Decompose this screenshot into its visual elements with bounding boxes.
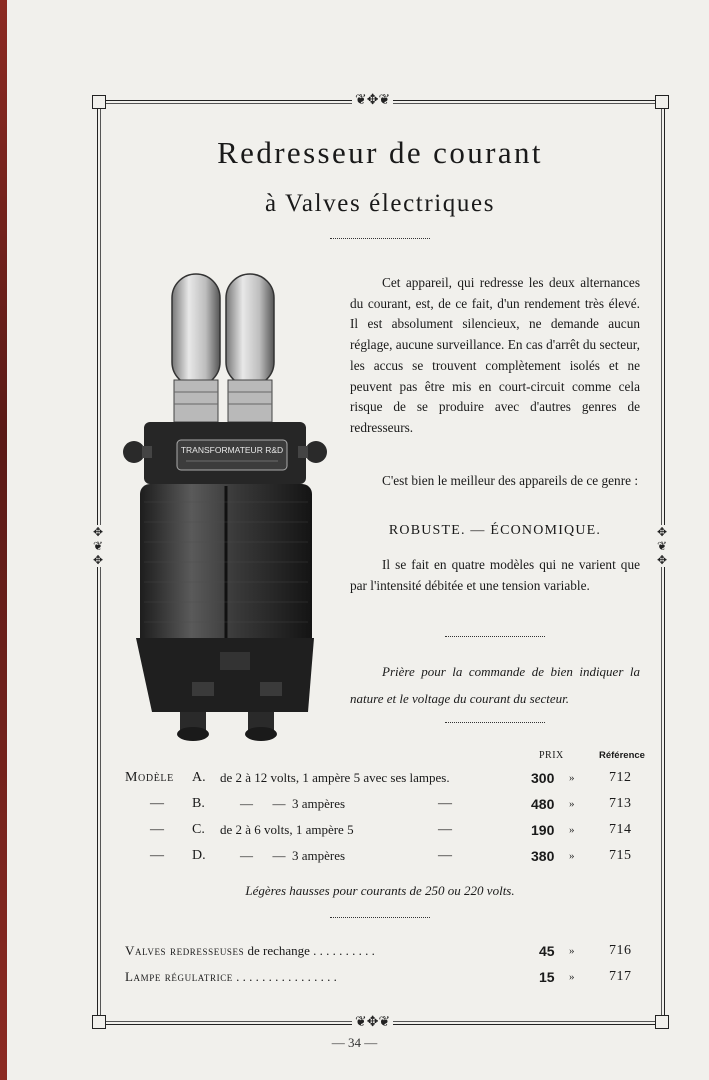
model-description: de 2 à 6 volts, 1 ampère 5 <box>220 822 354 837</box>
model-description: — — 3 ampères <box>240 796 346 811</box>
model-reference: 713 <box>609 796 632 811</box>
price-cents-mark: » <box>569 850 575 862</box>
page-subtitle: à Valves électriques <box>264 190 496 217</box>
section-divider-3 <box>330 917 430 918</box>
accessory-reference: 717 <box>609 969 632 984</box>
header-price: PRIX <box>539 750 564 761</box>
model-letter: D. <box>192 848 206 863</box>
valve-tube-right <box>226 274 274 422</box>
model-price: 480 <box>531 796 555 812</box>
bottom-flourish-ornament: ❦✥❦ <box>352 1015 393 1029</box>
price-table <box>125 748 645 878</box>
corner-ornament-top-left <box>92 95 106 109</box>
header-reference: Référence <box>599 750 645 761</box>
model-letter: A. <box>192 770 206 785</box>
price-cents-mark: » <box>569 971 575 983</box>
row-prefix: — <box>150 848 164 863</box>
table-row <box>125 848 665 868</box>
corner-ornament-top-right <box>655 95 669 109</box>
model-letter: C. <box>192 822 205 837</box>
model-price: 300 <box>531 770 555 786</box>
accessory-price: 15 <box>539 969 555 985</box>
accessory-detail: de rechange . . . . . . . . . . <box>244 943 375 958</box>
accessory-name: Valves redresseuses <box>125 943 245 958</box>
row-dash: — <box>438 822 452 837</box>
page-title: Redresseur de courant <box>217 135 543 170</box>
table-row <box>125 969 665 989</box>
price-cents-mark: » <box>569 945 575 957</box>
row-dash: — <box>438 796 452 811</box>
top-flourish-ornament: ❦✥❦ <box>352 93 393 107</box>
corner-ornament-bottom-right <box>655 1015 669 1029</box>
table-row <box>125 796 665 816</box>
page-number: — 34 — <box>331 1035 378 1050</box>
model-letter: B. <box>192 796 205 811</box>
row-prefix: — <box>150 822 164 837</box>
price-cents-mark: » <box>569 772 575 784</box>
accessory-price: 45 <box>539 943 555 959</box>
model-reference: 714 <box>609 822 632 837</box>
model-reference: 715 <box>609 848 632 863</box>
model-reference: 712 <box>609 770 632 785</box>
description-paragraph: Cet appareil, qui redresse les deux alternances du courant, est, de ce fait, d'un rendement très élevé. Il est absolument silencieux, ne demande aucun réglage, aucune surveillance. En cas d'arrêt du secteur, les accus se trouvent complètement isolés et ne peuvent pas être mis en court-circuit comme cela risque de se produire avec d'autres genres de redresseurs. <box>350 275 640 435</box>
left-flourish-ornament: ✥ ❦ ✥ <box>93 525 104 567</box>
accessory-label <box>125 943 375 959</box>
accessories-table <box>125 943 645 993</box>
right-flourish-ornament: ✥ ❦ ✥ <box>657 525 668 567</box>
row-prefix: Modèle <box>125 770 174 785</box>
row-prefix: — <box>150 796 164 811</box>
table-row <box>125 770 665 790</box>
models-paragraph: Il se fait en quatre modèles qui ne varient que par l'intensité débitée et une tension variable. <box>350 557 640 593</box>
accessory-label <box>125 969 337 985</box>
table-row <box>125 943 665 963</box>
praise-paragraph: C'est bien le meilleur des appareils de ce genre : <box>382 473 639 488</box>
price-cents-mark: » <box>569 798 575 810</box>
book-spine <box>0 0 7 1080</box>
model-description: de 2 à 12 volts, 1 ampère 5 avec ses lampes. <box>220 770 450 785</box>
slogan: ROBUSTE. — ÉCONOMIQUE. <box>388 523 602 538</box>
corner-ornament-bottom-left <box>92 1015 106 1029</box>
table-row <box>125 822 665 842</box>
nameplate-text: TRANSFORMATEUR R&D <box>180 445 284 455</box>
model-price: 380 <box>531 848 555 864</box>
section-divider-1 <box>445 636 545 637</box>
rectifier-photo <box>122 272 328 744</box>
surcharge-note: Légères hausses pour courants de 250 ou 220 volts. <box>245 883 515 898</box>
valve-tube-left <box>172 274 220 422</box>
model-description: — — 3 ampères <box>240 848 346 863</box>
order-note: Prière pour la commande de bien indiquer la nature et le voltage du courant du secteur. <box>350 664 640 706</box>
title-divider <box>330 238 430 239</box>
model-price: 190 <box>531 822 555 838</box>
accessory-reference: 716 <box>609 943 632 958</box>
row-dash: — <box>438 848 452 863</box>
accessory-detail: . . . . . . . . . . . . . . . . <box>232 969 337 984</box>
section-divider-2 <box>445 722 545 723</box>
price-cents-mark: » <box>569 824 575 836</box>
accessory-name: Lampe régulatrice <box>125 969 233 984</box>
